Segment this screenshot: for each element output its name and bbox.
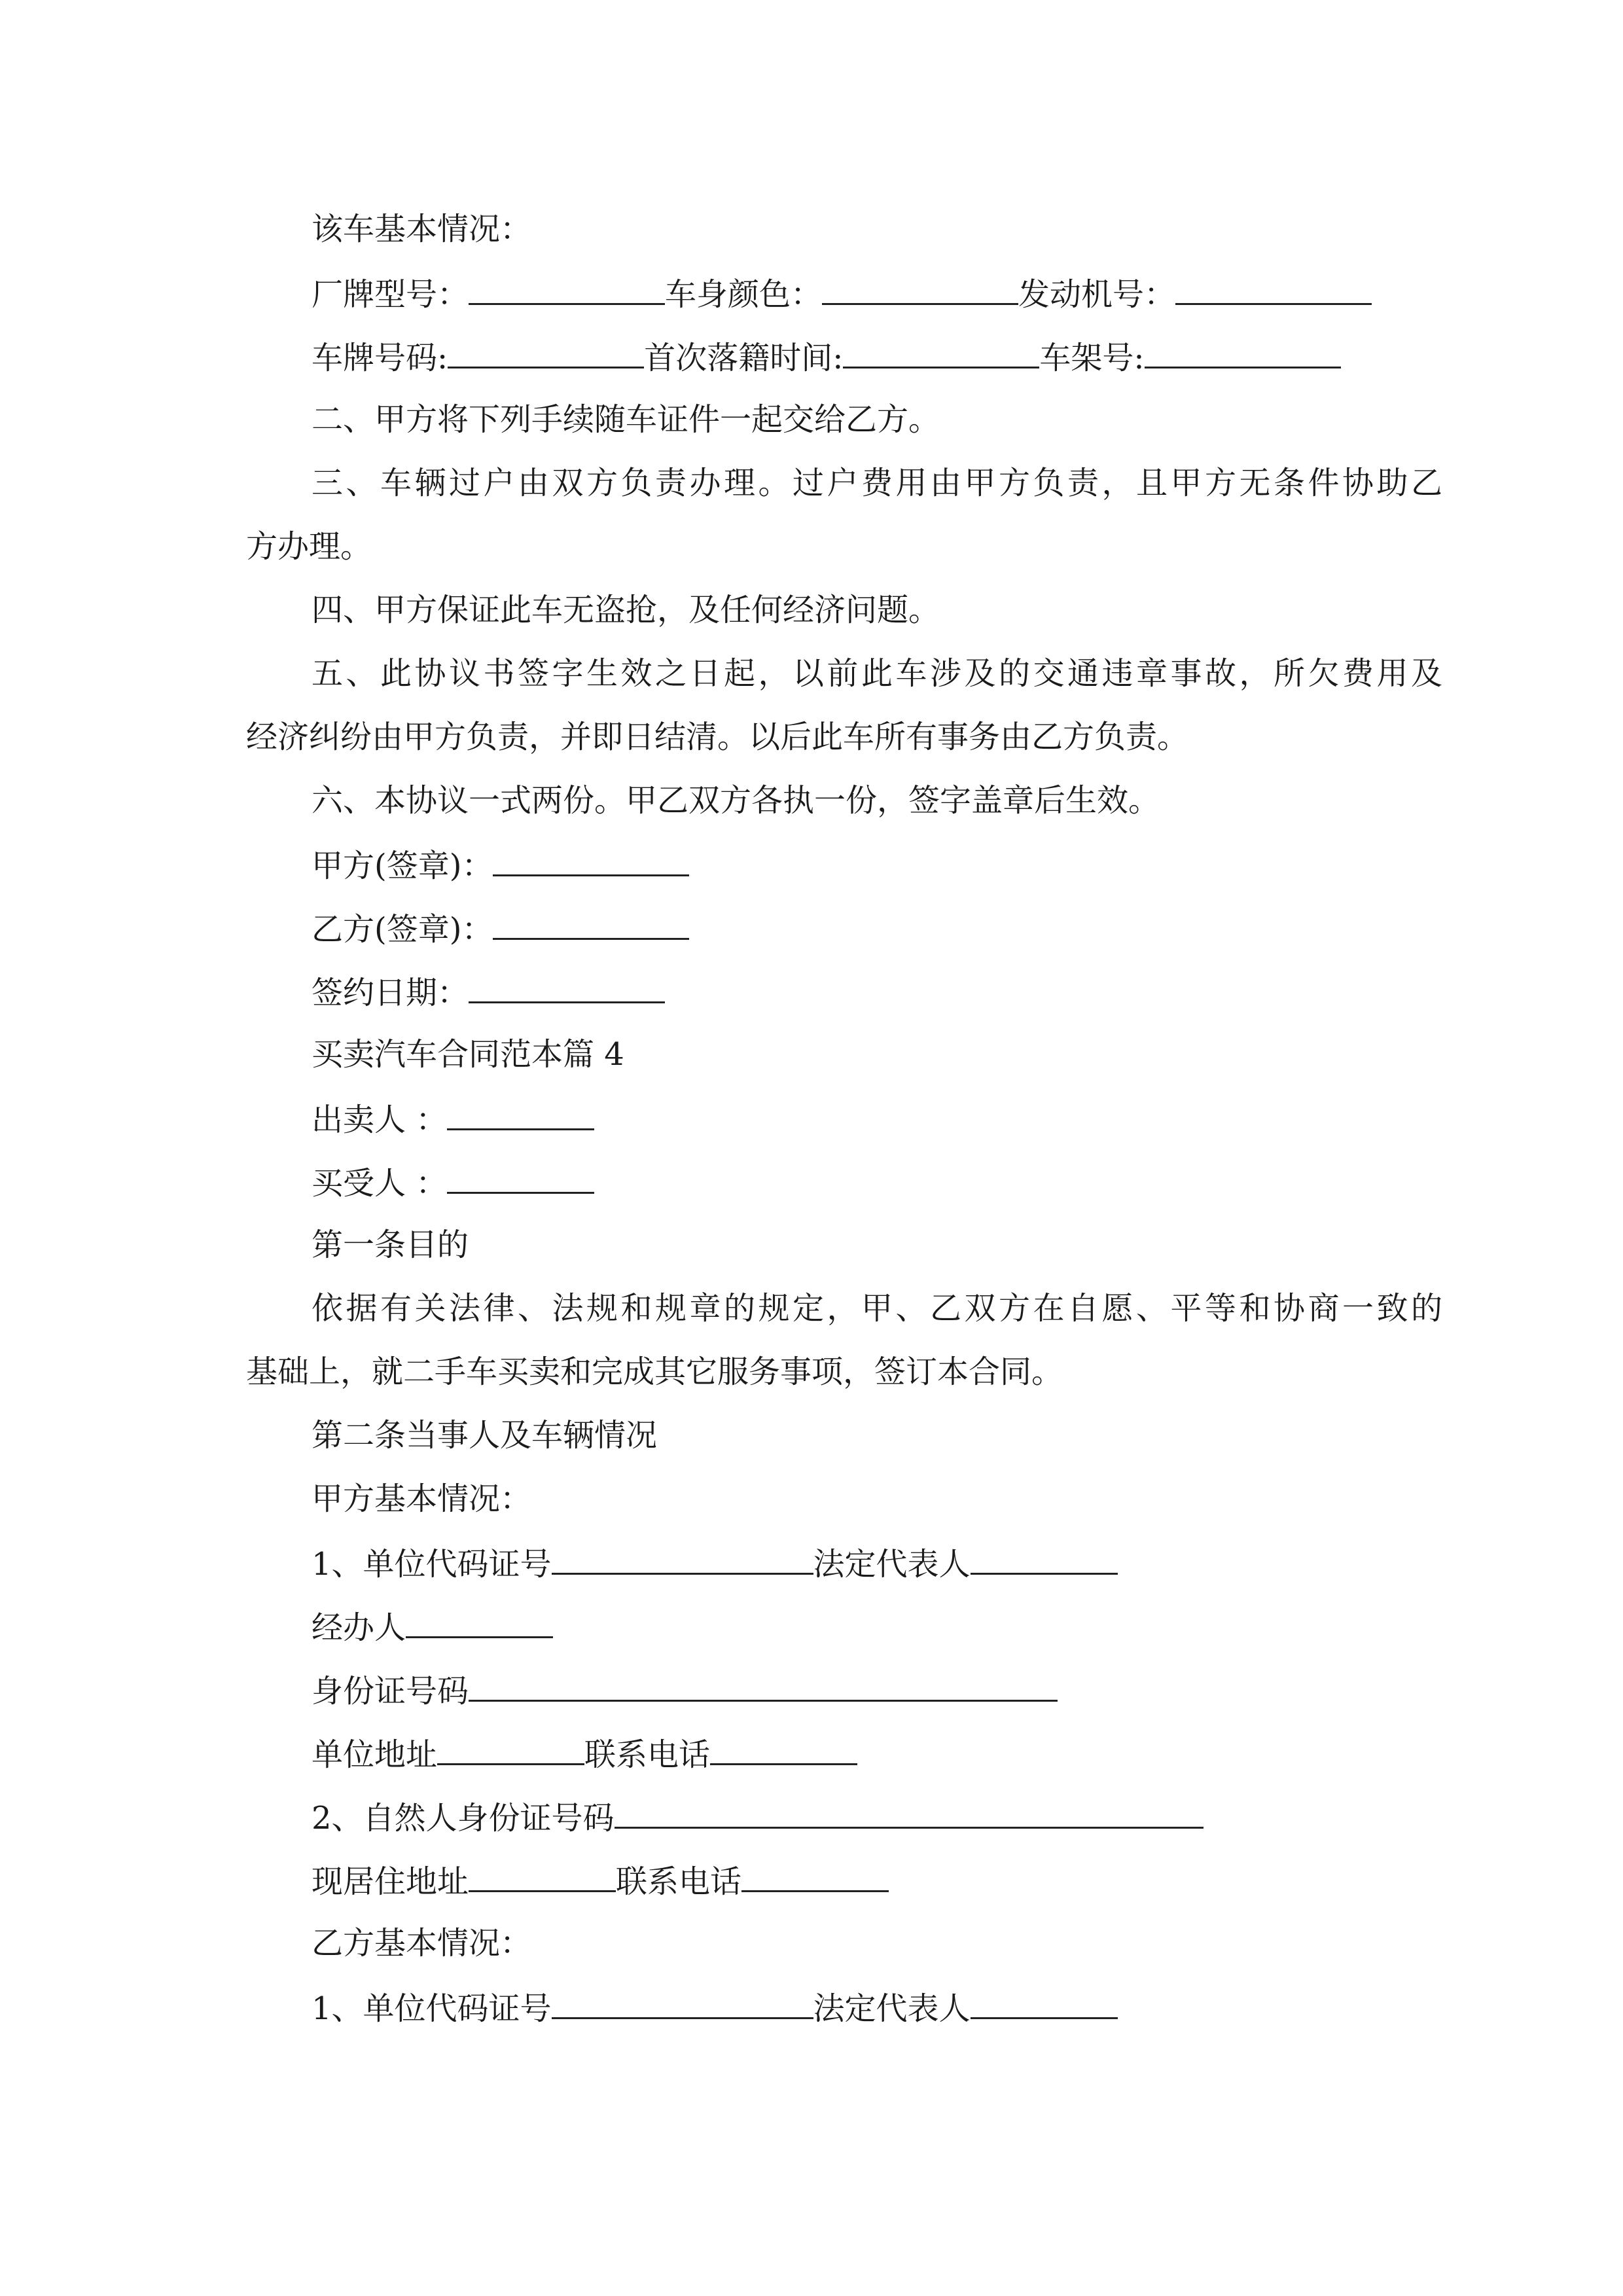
current-address-blank[interactable] [469, 1859, 616, 1892]
plate-no-blank[interactable] [448, 335, 644, 368]
id-number-blank[interactable] [469, 1668, 1058, 1702]
party-a-info-heading: 甲方基本情况： [312, 1480, 532, 1517]
buyer-blank[interactable] [447, 1160, 594, 1194]
clause-6: 六、本协议一式两份。甲乙双方各执一份，签字盖章后生效。 [312, 782, 1160, 819]
clause-3-line-1: 三、车辆过户由双方负责办理。过户费用由甲方负责，且甲方无条件协助乙 [312, 465, 1442, 501]
party-b-signature-row: 乙方(签章)： [312, 906, 689, 948]
legal-rep-b-blank[interactable] [971, 1986, 1118, 2019]
body-color-blank[interactable] [822, 272, 1018, 305]
natural-person-id-row: 2、自然人身份证号码 [312, 1795, 1204, 1837]
clause-5-line-2: 经济纠纷由甲方负责，并即日结清。以后此车所有事务由乙方负责。 [246, 719, 1189, 755]
party-a-unit-code-row: 1、单位代码证号 法定代表人 [312, 1541, 1118, 1583]
buyer-row: 买受人 ： [312, 1160, 594, 1202]
section-title: 买卖汽车合同范本篇 4 [312, 1036, 624, 1073]
natural-person-id-blank[interactable] [615, 1795, 1204, 1829]
party-b-info-heading: 乙方基本情况： [312, 1925, 532, 1962]
engine-no-blank[interactable] [1175, 272, 1372, 305]
party-b-signature-blank[interactable] [493, 906, 689, 940]
sign-date-row: 签约日期： [312, 970, 665, 1012]
article-1-line-1: 依据有关法律、法规和规章的规定，甲、乙双方在自愿、平等和协商一致的 [312, 1290, 1442, 1327]
seller-blank[interactable] [447, 1097, 594, 1130]
clause-2: 二、甲方将下列手续随车证件一起交给乙方。 [312, 401, 940, 438]
party-a-signature-row: 甲方(签章)： [312, 843, 689, 885]
clause-5-line-1: 五、此协议书签字生效之日起，以前此车涉及的交通违章事故，所欠费用及 [312, 655, 1442, 692]
unit-code-blank[interactable] [552, 1541, 813, 1575]
vehicle-info-heading: 该车基本情况： [312, 211, 532, 247]
clause-3-line-2: 方办理。 [246, 528, 372, 565]
contact-phone-2-blank[interactable] [741, 1859, 889, 1892]
handler-blank[interactable] [406, 1605, 553, 1638]
unit-code-b-blank[interactable] [552, 1986, 813, 2019]
clause-4: 四、甲方保证此车无盗抢，及任何经济问题。 [312, 592, 940, 628]
unit-address-blank[interactable] [437, 1732, 584, 1765]
vehicle-fields-row-2: 车牌号码: 首次落籍时间: 车架号: [312, 335, 1341, 377]
seller-row: 出卖人 ： [312, 1097, 594, 1139]
article-1-title: 第一条目的 [312, 1227, 469, 1263]
party-b-unit-code-row: 1、单位代码证号 法定代表人 [312, 1986, 1118, 2028]
current-address-row: 现居住地址 联系电话 [312, 1859, 889, 1901]
first-register-blank[interactable] [843, 335, 1039, 368]
frame-no-blank[interactable] [1145, 335, 1341, 368]
id-number-row: 身份证号码 [312, 1668, 1058, 1710]
contact-phone-blank[interactable] [710, 1732, 857, 1765]
legal-rep-blank[interactable] [971, 1541, 1118, 1575]
sign-date-blank[interactable] [469, 970, 665, 1003]
party-a-signature-blank[interactable] [493, 843, 689, 876]
handler-row: 经办人 [312, 1605, 553, 1647]
article-1-line-2: 基础上，就二手车买卖和完成其它服务事项，签订本合同。 [246, 1354, 1063, 1390]
brand-model-blank[interactable] [469, 272, 665, 305]
vehicle-fields-row-1: 厂牌型号： 车身颜色： 发动机号： [312, 272, 1372, 314]
unit-address-row: 单位地址 联系电话 [312, 1732, 857, 1774]
article-2-title: 第二条当事人及车辆情况 [312, 1417, 658, 1454]
